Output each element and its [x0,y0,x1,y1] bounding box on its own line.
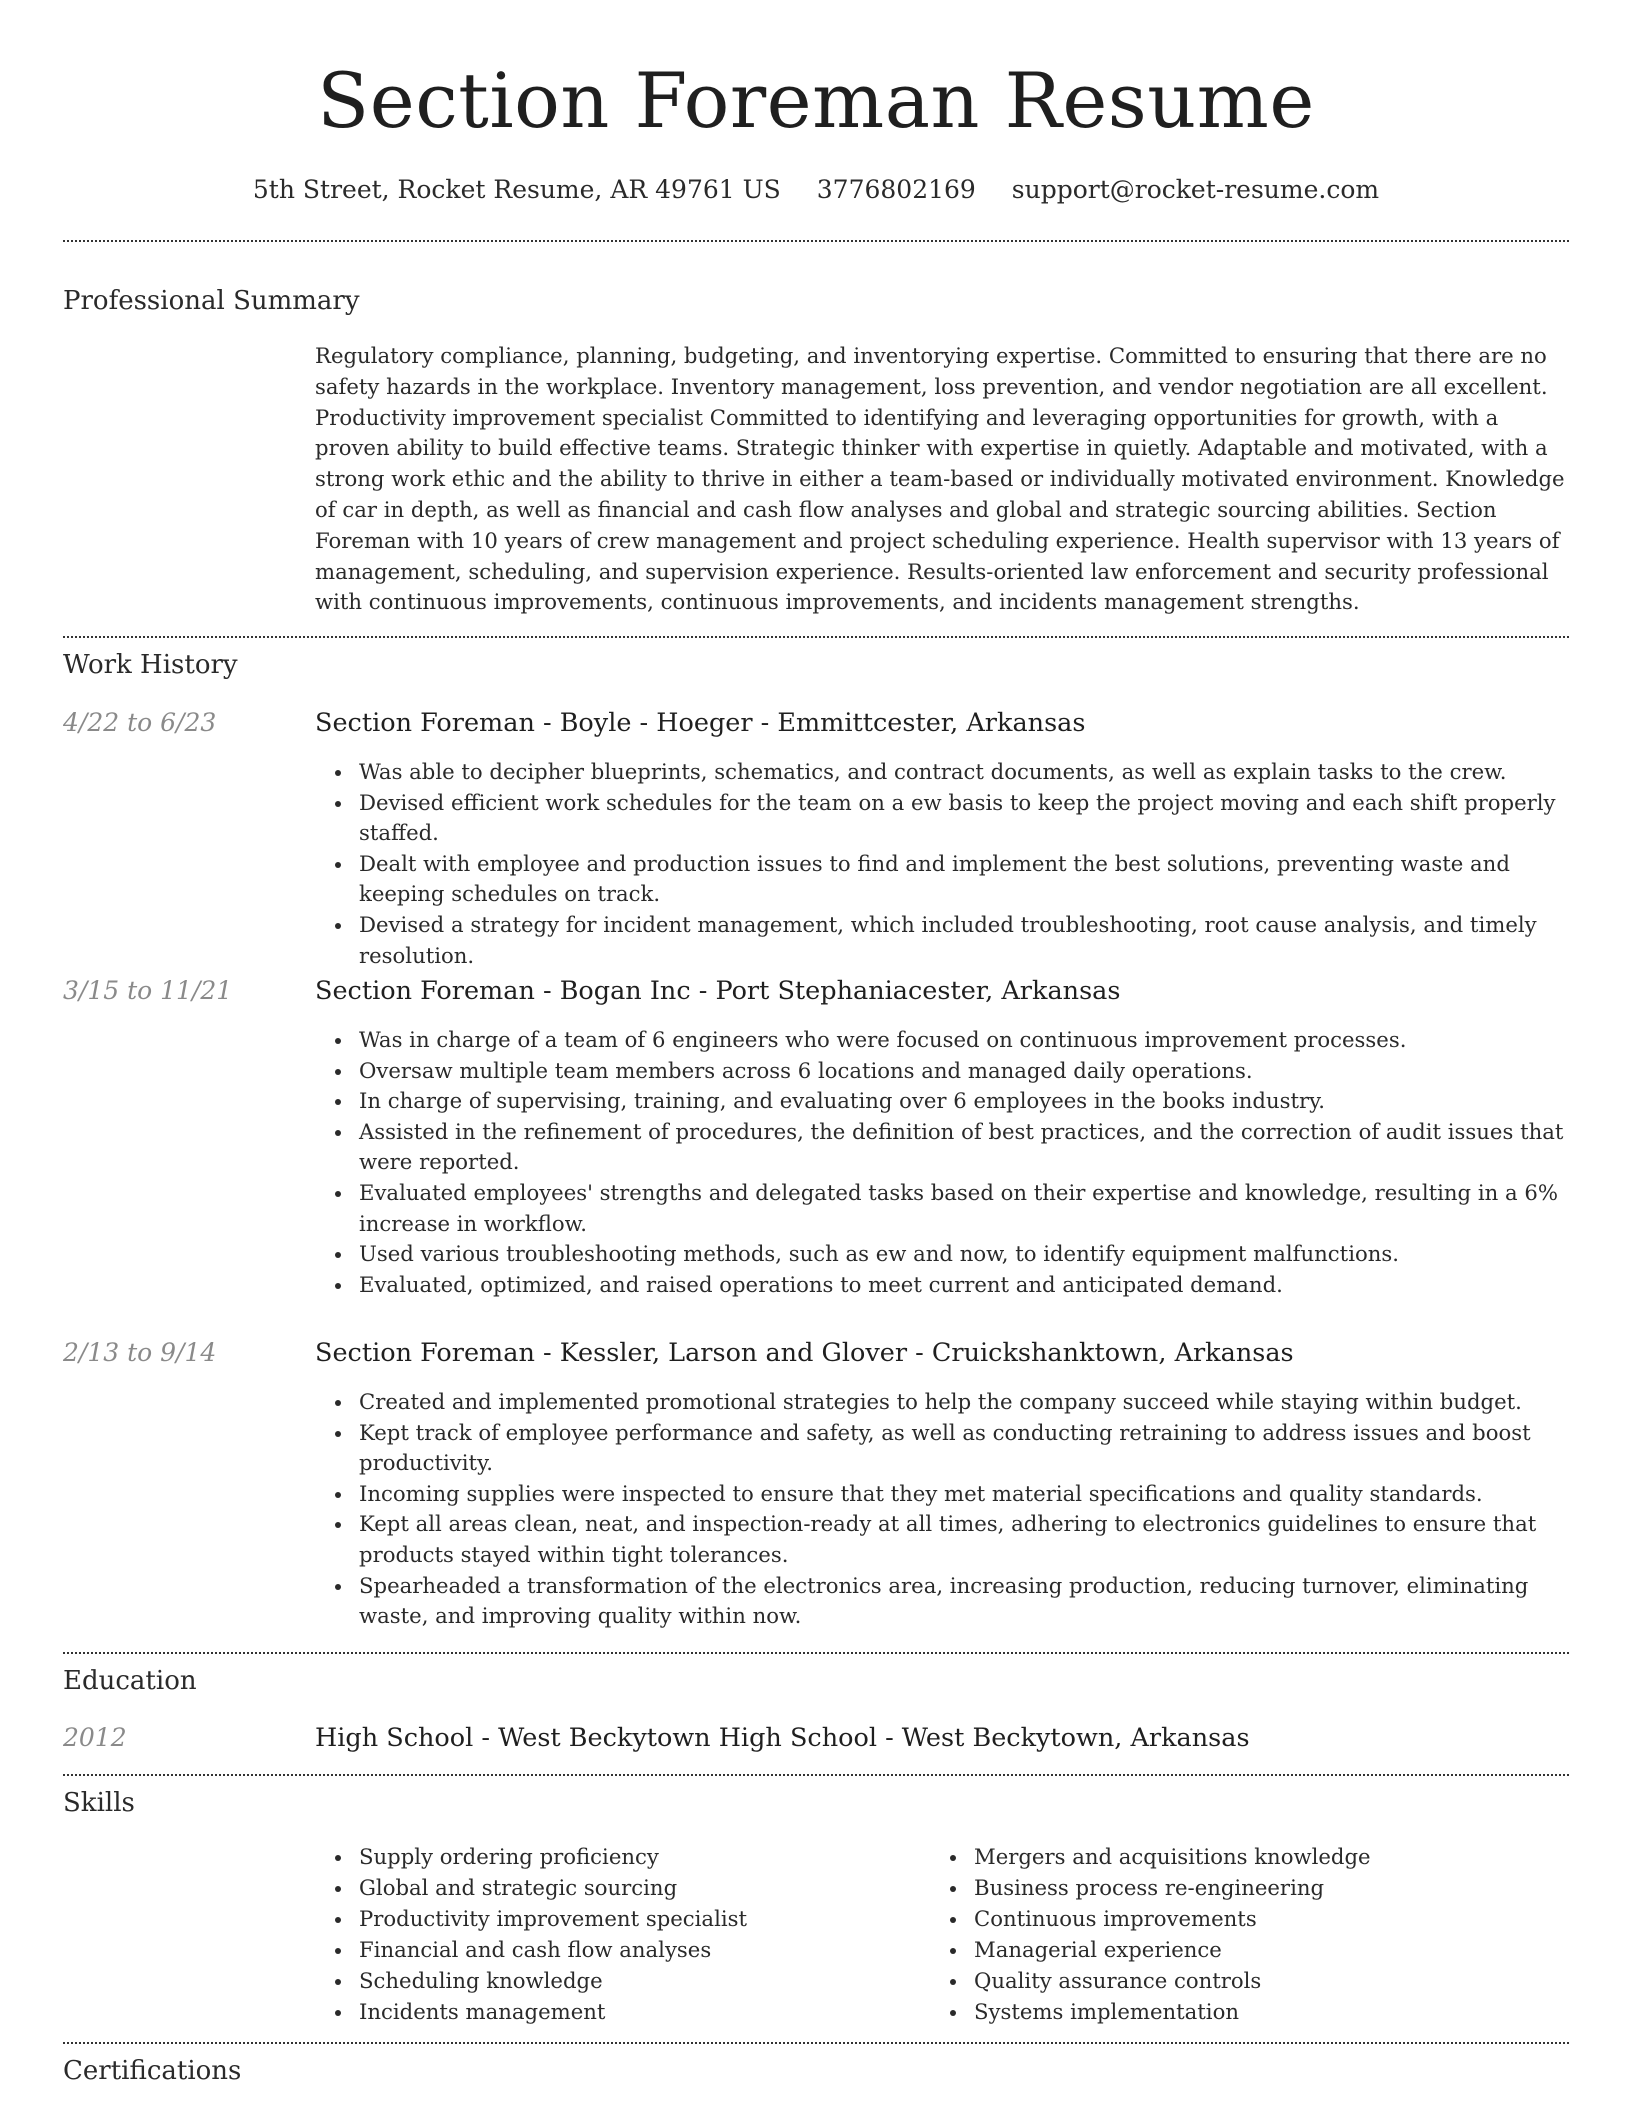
list-item: Created and implemented promotional strategies to help the company succeed while staying within budget. [359,1387,1569,1418]
list-item: Kept all areas clean, neat, and inspection-ready at all times, adhering to electronics guidelines to ensure that products stayed within tight tolerances. [359,1509,1569,1570]
job-dates: 4/22 to 6/23 [63,708,217,737]
divider [63,2042,1569,2044]
job-dates: 3/15 to 11/21 [63,976,233,1005]
education-year: 2012 [63,1723,127,1752]
section-title-work-history: Work History [63,650,238,680]
section-title-education: Education [63,1666,197,1696]
skill-item: Scheduling knowledge [359,1966,935,1997]
list-item: Devised a strategy for incident management, which included troubleshooting, root cause analysis, and timely resolution. [359,910,1569,971]
summary-text: Regulatory compliance, planning, budgeting, and inventorying expertise. Committed to ensuring that there are no safety hazards in the workplace. Inventory management, loss prevention, and vendor negotiation are all excellent. Productivity improvement specialist Committed to identifying and leveraging opportunities for growth, with a proven ability to build effective teams. Strategic thinker with expertise in quietly. Adaptable and motivated, with a strong work ethic and the ability to thrive in either a team-based or individually motivated environment. Knowledge of car in depth, as well as financial and cash flow analyses and global and strategic sourcing abilities. Section Foreman with 10 years of crew management and project scheduling experience. Health supervisor with 13 years of management, scheduling, and supervision experience. Results-oriented law enforcement and security professional with continuous improvements, continuous improvements, and incidents management strengths. [315,343,1565,615]
list-item: In charge of supervising, training, and evaluating over 6 employees in the books industry. [359,1086,1569,1117]
list-item: Used various troubleshooting methods, such as ew and now, to identify equipment malfunctions. [359,1239,1569,1270]
job-title: Section Foreman - Boyle - Hoeger - Emmittcester, Arkansas [315,708,1086,738]
skill-item: Supply ordering proficiency [359,1842,935,1873]
skill-item: Quality assurance controls [974,1966,1569,1997]
skill-item: Incidents management [359,1997,935,2028]
section-title-skills: Skills [63,1788,135,1818]
contact-phone: 3776802169 [816,175,976,204]
contact-address: 5th Street, Rocket Resume, AR 49761 US [252,175,781,204]
skill-item: Financial and cash flow analyses [359,1935,935,1966]
list-item: Oversaw multiple team members across 6 locations and managed daily operations. [359,1056,1569,1087]
contact-line [63,170,1569,210]
skill-item: Productivity improvement specialist [359,1904,935,1935]
section-title-summary: Professional Summary [63,286,360,316]
list-item: Assisted in the refinement of procedures, the definition of best practices, and the correction of audit issues that were reported. [359,1117,1569,1178]
divider [63,1652,1569,1654]
list-item: Was in charge of a team of 6 engineers who were focused on continuous improvement processes. [359,1025,1569,1056]
section-title-certifications: Certifications [63,2056,242,2086]
list-item: Evaluated, optimized, and raised operations to meet current and anticipated demand. [359,1270,1569,1301]
contact-email: support@rocket-resume.com [1011,175,1380,204]
job-title: Section Foreman - Kessler, Larson and Glover - Cruickshanktown, Arkansas [315,1338,1294,1368]
job-title: Section Foreman - Bogan Inc - Port Stephaniacester, Arkansas [315,976,1121,1006]
education-title: High School - West Beckytown High School - West Beckytown, Arkansas [315,1723,1250,1753]
skill-item: Business process re-engineering [974,1873,1569,1904]
list-item: Kept track of employee performance and safety, as well as conducting retraining to address issues and boost productivity. [359,1418,1569,1479]
job-bullets [315,1025,1569,1300]
list-item: Was able to decipher blueprints, schematics, and contract documents, as well as explain tasks to the crew. [359,757,1569,788]
list-item: Spearheaded a transformation of the electronics area, increasing production, reducing turnover, eliminating waste, and improving quality within now. [359,1571,1569,1632]
job-bullets [315,757,1569,971]
divider [63,1774,1569,1776]
list-item: Incoming supplies were inspected to ensure that they met material specifications and quality standards. [359,1479,1569,1510]
skills-list-right [930,1842,1569,2027]
list-item: Dealt with employee and production issues to find and implement the best solutions, preventing waste and keeping schedules on track. [359,849,1569,910]
skill-item: Mergers and acquisitions knowledge [974,1842,1569,1873]
job-dates: 2/13 to 9/14 [63,1338,217,1367]
list-item: Evaluated employees' strengths and delegated tasks based on their expertise and knowledge, resulting in a 6% increase in workflow. [359,1178,1569,1239]
divider [63,636,1569,638]
skill-item: Continuous improvements [974,1904,1569,1935]
divider [63,240,1569,242]
skills-list-left [315,1842,935,2027]
skill-item: Systems implementation [974,1997,1569,2028]
list-item: Devised efficient work schedules for the team on a ew basis to keep the project moving and each shift properly staffed. [359,788,1569,849]
skill-item: Global and strategic sourcing [359,1873,935,1904]
resume-title: Section Foreman Resume [317,56,1315,145]
skill-item: Managerial experience [974,1935,1569,1966]
job-bullets [315,1387,1569,1632]
